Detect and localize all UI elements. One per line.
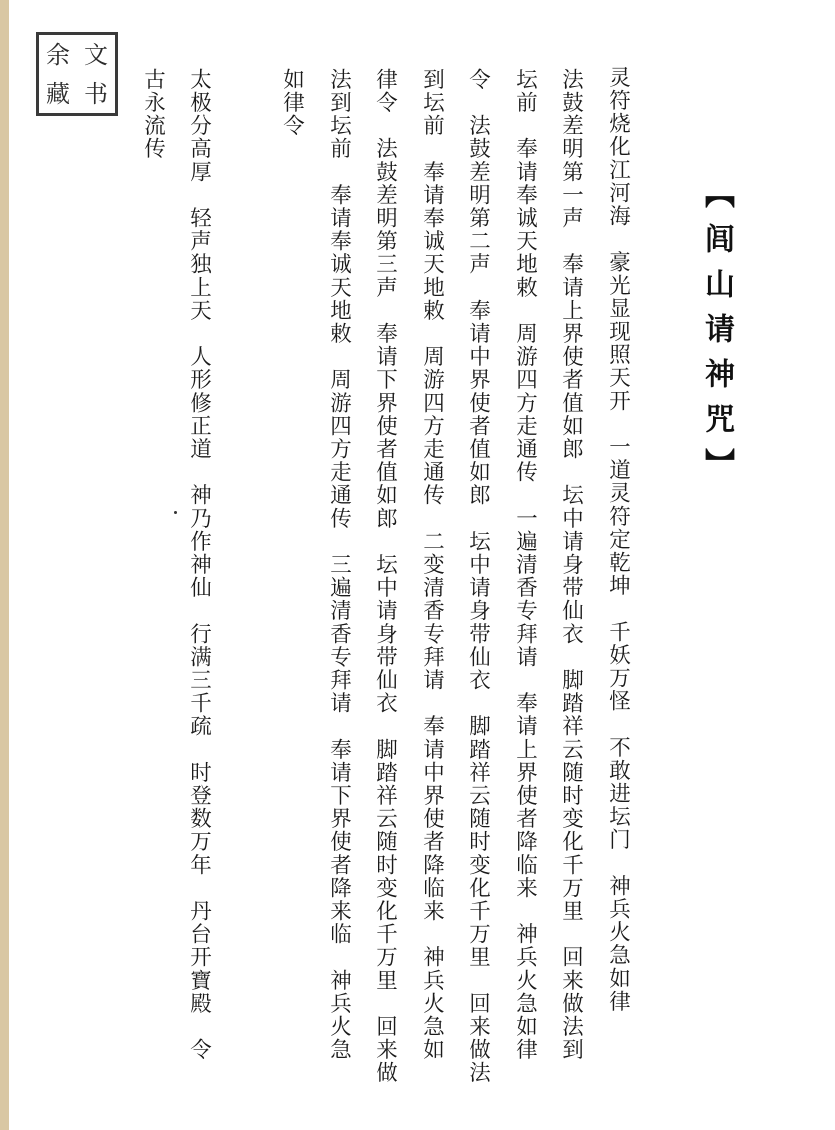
seal-char: 藏 xyxy=(46,79,70,108)
text-column-2: 法鼓差明第一声 奉请上界使者值如郎 坛中请身带仙衣 脚踏祥云随时变化千万里 回来做法到 xyxy=(558,68,584,1062)
seal-char: 余 xyxy=(46,40,70,69)
text-column-7: 法到坛前 奉请奉诚天地敕 周游四方走通传 三遍清香专拜请 奉请下界使者降来临 神兵火急 xyxy=(326,68,352,1062)
text-column-3: 坛前 奉请奉诚天地敕 周游四方走通传 一遍清香专拜请 奉请上界使者降临来 神兵火急如律 xyxy=(512,68,538,1062)
text-column-10: 古永流传 xyxy=(140,68,166,161)
ink-speck xyxy=(174,511,177,514)
seal-char: 文 xyxy=(84,40,108,69)
page-title: 【闾山请神咒】 xyxy=(699,178,734,493)
text-column-5: 到坛前 奉请奉诚天地敕 周游四方走通传 二变清香专拜请 奉请中界使者降临来 神兵火急如 xyxy=(419,68,445,1062)
text-column-4: 令 法鼓差明第二声 奉请中界使者值如郎 坛中请身带仙衣 脚踏祥云随时变化千万里 回来做法 xyxy=(465,68,491,1085)
page-edge xyxy=(0,0,9,1130)
seal-stamp xyxy=(36,32,118,116)
seal-char: 书 xyxy=(84,79,108,108)
text-column-8: 如律令 xyxy=(279,68,305,138)
text-column-6: 律令 法鼓差明第三声 奉请下界使者值如郎 坛中请身带仙衣 脚踏祥云随时变化千万里 回来做 xyxy=(372,68,398,1085)
text-column-1: 灵符烧化江河海 豪光显现照天开 一道灵符定乾坤 千妖万怪 不敢进坛门 神兵火急如律 xyxy=(605,66,631,1014)
text-column-9: 太极分高厚 轻声独上天 人形修正道 神乃作神仙 行满三千疏 时登数万年 丹台开寶殿 令 xyxy=(186,68,212,1062)
